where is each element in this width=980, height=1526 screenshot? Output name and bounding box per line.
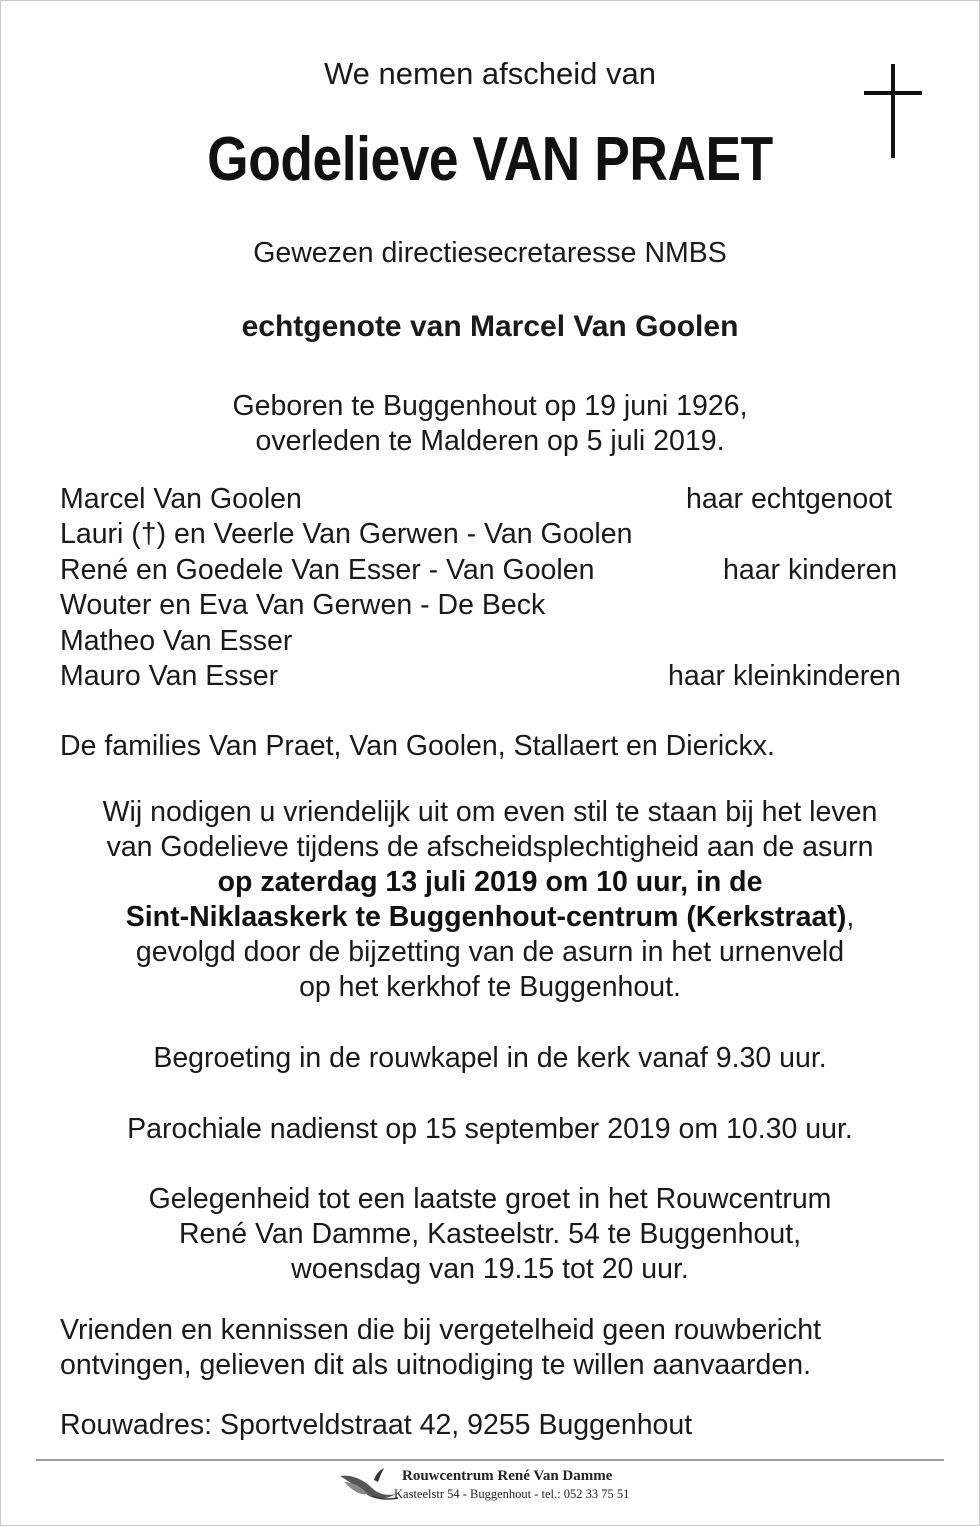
families-line: De families Van Praet, Van Goolen, Stallaert en Dierickx. [60, 730, 775, 762]
family-name: Wouter en Eva Van Gerwen - De Beck [60, 589, 546, 622]
farewell-block [0, 1182, 980, 1287]
family-row [60, 588, 940, 623]
farewell-line: Gelegenheid tot een laatste groet in het Rouwcentrum [148, 1183, 832, 1215]
friends-line: Vrienden en kennissen die bij vergetelheid geen rouwbericht [60, 1314, 822, 1346]
family-name: Marcel Van Goolen [60, 483, 302, 515]
friends-line: ontvingen, gelieven dit als uitnodiging te willen aanvaarden. [60, 1349, 812, 1381]
friends-block [60, 1313, 821, 1383]
invitation-line: op het kerkhof te Buggenhout. [299, 971, 681, 1003]
invitation-line: gevolgd door de bijzetting van de asurn in het urnenveld [135, 936, 845, 968]
family-name: Matheo Van Esser [60, 624, 293, 657]
family-row [60, 659, 940, 694]
funeral-home-name: Rouwcentrum René Van Damme [402, 1468, 613, 1484]
ceremony-date: op zaterdag 13 juli 2019 om 10 uur, in de [217, 866, 763, 898]
family-name: Lauri (†) en Veerle Van Gerwen - Van Goolen [60, 518, 633, 551]
died-line: overleden te Malderen op 5 juli 2019. [255, 425, 725, 457]
invitation-punctuation: , [846, 901, 855, 933]
invitation-line: Wij nodigen u vriendelijk uit om even stil te staan bij het leven [102, 796, 878, 828]
family-row [60, 517, 940, 552]
family-relation: haar kinderen [723, 553, 898, 586]
deceased-name: Godelieve VAN PRAET [207, 125, 773, 194]
family-name: Mauro Van Esser [60, 659, 279, 692]
family-list [60, 482, 940, 694]
born-line: Geboren te Buggenhout op 19 juni 1926, [232, 390, 748, 422]
family-row [60, 482, 940, 517]
farewell-line: woensdag van 19.15 tot 20 uur. [291, 1253, 689, 1285]
greeting-line: Begroeting in de rouwkapel in de kerk vanaf 9.30 uur. [153, 1042, 827, 1074]
intro-line: We nemen afscheid van [323, 56, 656, 91]
family-name: René en Goedele Van Esser - Van Goolen [60, 553, 595, 586]
mass-line: Parochiale nadienst op 15 september 2019 om 10.30 uur. [127, 1113, 853, 1145]
footer-divider [36, 1459, 944, 1461]
mourning-address: Rouwadres: Sportveldstraat 42, 9255 Buggenhout [60, 1409, 693, 1441]
birth-death-block [0, 389, 980, 459]
family-relation: haar kleinkinderen [668, 659, 901, 692]
family-row [60, 624, 940, 659]
family-relation: haar echtgenoot [686, 483, 892, 515]
occupation: Gewezen directiesecretaresse NMBS [253, 237, 727, 269]
farewell-line: René Van Damme, Kasteelstr. 54 te Buggenhout, [178, 1218, 802, 1250]
spouse-line: echtgenote van Marcel Van Goolen [241, 310, 739, 343]
invitation-line: van Godelieve tijdens de afscheidsplechtigheid aan de asurn [106, 831, 874, 863]
bird-logo-icon [338, 1466, 402, 1502]
ceremony-location: Sint-Niklaaskerk te Buggenhout-centrum (Kerkstraat) [125, 901, 847, 933]
funeral-home-address: Kasteelstr 54 - Buggenhout - tel.: 052 33 75 51 [394, 1487, 630, 1501]
family-row [60, 553, 940, 588]
invitation-block [0, 795, 980, 1005]
